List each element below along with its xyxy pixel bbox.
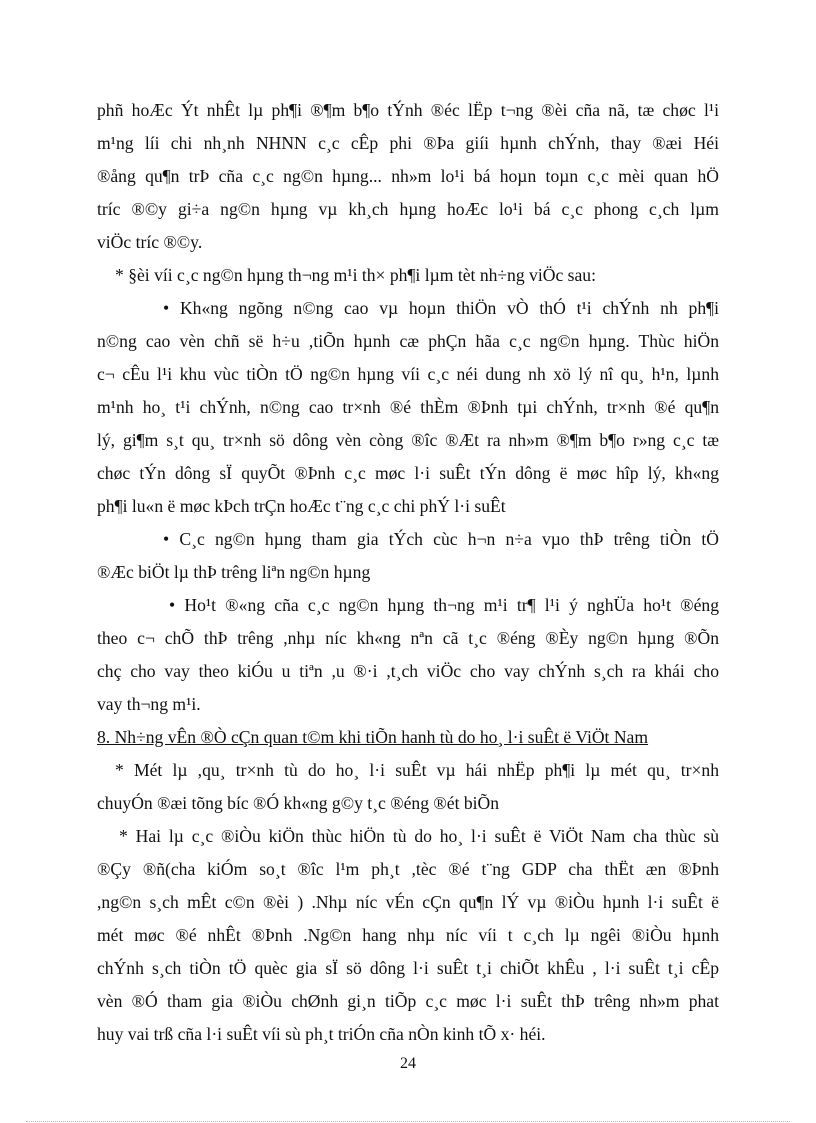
bullet-line: • Kh«ng ngõng n©ng cao vµ hoµn thiÖn vÒ thÓ t¹i chÝnh nh ph¶i bbox=[163, 298, 719, 318]
footer-divider bbox=[26, 1121, 790, 1122]
bullet-line: ®Æc biÖt lµ thÞ trêng liªn ng©n hµng bbox=[97, 562, 371, 582]
paragraph-line: ®Çy ®ñ(cha kiÓm so¸t ®îc l¹m ph¸t ,tèc ®é t¨ng GDP cha thËt æn ®Þnh bbox=[97, 859, 719, 879]
page-number: 24 bbox=[400, 1055, 416, 1072]
bullet-line: chç cho vay theo kiÓu u tiªn ,u ®·i ,t¸ch viÖc cho vay chÝnh s¸ch ra khái cho bbox=[97, 661, 719, 681]
paragraph-line: ,ng©n s¸ch mÊt c©n ®èi ) .Nhµ níc vÉn cÇn qu¶n lÝ vµ ®iÒu hµnh l·i suÊt ë bbox=[97, 892, 719, 912]
paragraph-line: ®ång qu¶n trÞ cña c¸c ng©n hµng... nh»m lo¹i bá hoµn toµn c¸c mèi quan hÖ bbox=[97, 166, 719, 186]
paragraph-line: * §èi víi c¸c ng©n hµng th¬ng m¹i th× ph¶i lµm tèt nh÷ng viÖc sau: bbox=[115, 265, 596, 285]
paragraph-line: huy vai trß cña l·i suÊt víi sù ph¸t triÓn cña nÒn kinh tÕ x· héi. bbox=[97, 1024, 546, 1044]
paragraph-line: viÖc tríc ®©y. bbox=[97, 232, 203, 252]
paragraph-line: m¹ng líi chi nh¸nh NHNN c¸c cÊp phi ®Þa giíi hµnh chÝnh, thay ®æi Héi bbox=[97, 133, 719, 153]
paragraph-line: * Hai lµ c¸c ®iÒu kiÖn thùc hiÖn tù do ho¸ l·i suÊt ë ViÖt Nam cha thùc sù bbox=[119, 826, 719, 846]
bullet-line: ph¶i lu«n ë møc kÞch trÇn hoÆc t¨ng c¸c chi phÝ l·i suÊt bbox=[97, 496, 506, 516]
bullet-line: m¹nh ho¸ t¹i chÝnh, n©ng cao tr×nh ®é thÈm ®Þnh tµi chÝnh, tr×nh ®é qu¶n bbox=[97, 397, 719, 417]
bullet-line: chøc tÝn dông sÏ quyÕt ®Þnh c¸c møc l·i suÊt tÝn dông ë møc hîp lý, kh«ng bbox=[97, 463, 719, 483]
bullet-line: • Ho¹t ®«ng cña c¸c ng©n hµng th¬ng m¹i tr¶ l¹i ý nghÜa ho¹t ®éng bbox=[169, 595, 719, 615]
paragraph-line: mét møc ®é nhÊt ®Þnh .Ng©n hang nhµ níc víi t c¸ch lµ ngêi ®iÒu hµnh bbox=[97, 925, 719, 945]
paragraph-line: * Mét lµ ,qu¸ tr×nh tù do ho¸ l·i suÊt vµ hái nhËp ph¶i lµ mét qu¸ tr×nh bbox=[115, 760, 719, 780]
bullet-line: lý, gi¶m s¸t qu¸ tr×nh sö dông vèn còng ®îc ®Æt ra nh»m ®¶m b¶o r»ng c¸c tæ bbox=[97, 430, 719, 450]
paragraph-line: chuyÓn ®æi tõng bíc ®Ó kh«ng g©y t¸c ®éng ®ét biÕn bbox=[97, 793, 500, 813]
bullet-line: • C¸c ng©n hµng tham gia tÝch cùc h¬n n÷a vµo thÞ trêng tiÒn tÖ bbox=[163, 529, 719, 549]
paragraph-line: chÝnh s¸ch tiÒn tÖ quèc gia sÏ sö dông l·i suÊt t¸i chiÕt khÊu , l·i suÊt t¸i cÊp bbox=[97, 958, 719, 978]
bullet-line: n©ng cao vèn chñ së h÷u ,tiÕn hµnh cæ phÇn hãa c¸c ng©n hµng. Thùc hiÖn bbox=[97, 331, 719, 351]
paragraph-line: vèn ®Ó tham gia ®iÒu chØnh gi¸n tiÕp c¸c møc l·i suÊt thÞ trêng nh»m phat bbox=[97, 991, 719, 1011]
bullet-line: vay th¬ng m¹i. bbox=[97, 694, 201, 714]
paragraph-line: phñ hoÆc Ýt nhÊt lµ ph¶i ®¶m b¶o tÝnh ®éc lËp t¬ng ®èi cña nã, tæ chøc l¹i bbox=[97, 100, 719, 120]
paragraph-line: tríc ®©y gi÷a ng©n hµng vµ kh¸ch hµng hoÆc lo¹i bá c¸c phong c¸ch lµm bbox=[97, 199, 719, 219]
bullet-line: c¬ cÊu l¹i khu vùc tiÒn tÖ ng©n hµng víi c¸c néi dung nh xö lý nî qu¸ h¹n, lµnh bbox=[97, 364, 719, 384]
section-heading bbox=[97, 721, 719, 754]
section-heading-text: 8. Nh÷ng vÊn ®Ò cÇn quan t©m khi tiÕn hanh tù do ho¸ l·i suÊt ë ViÖt Nam bbox=[97, 727, 649, 747]
bullet-line: theo c¬ chÕ thÞ trêng ,nhµ níc kh«ng nªn cã t¸c ®éng ®Èy ng©n hµng ®Õn bbox=[97, 628, 719, 648]
body-text bbox=[97, 94, 719, 1051]
